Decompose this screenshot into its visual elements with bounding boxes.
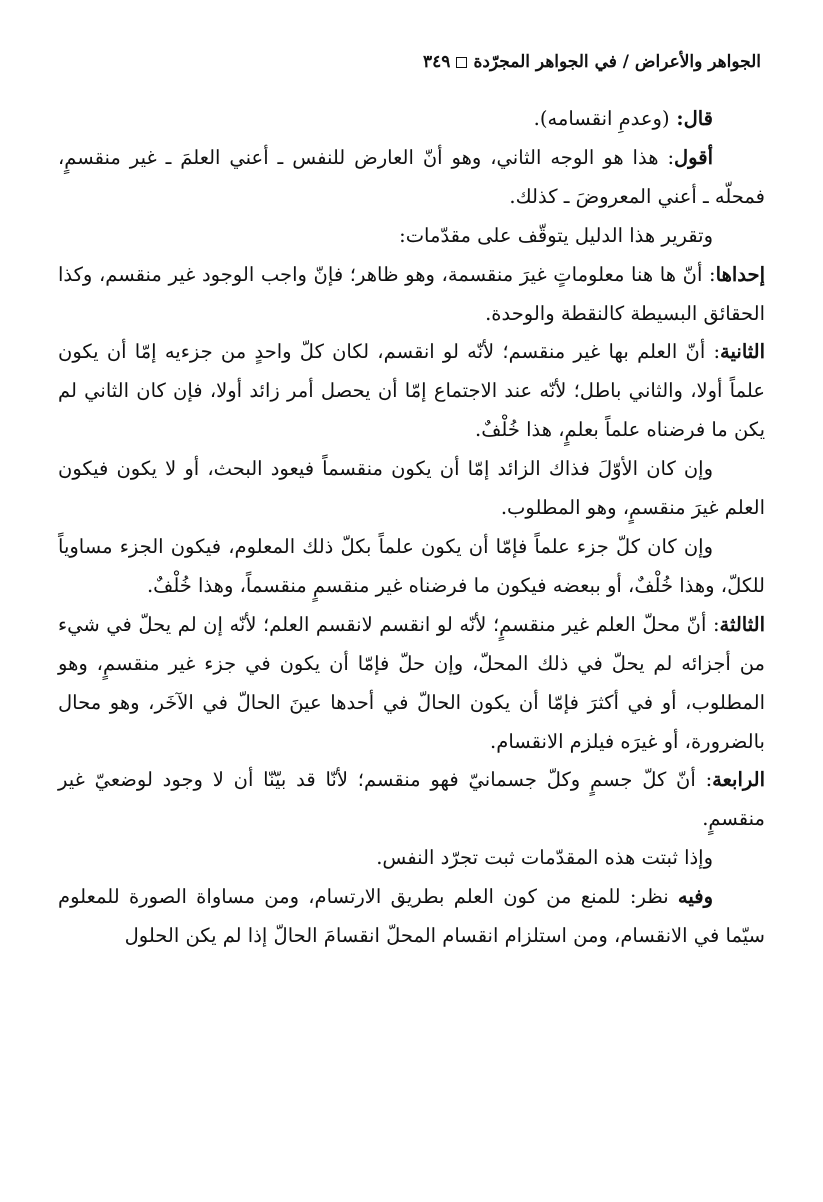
paragraph-text: وتقرير هذا الدليل يتوقّف على مقدّمات: <box>399 223 713 247</box>
paragraph-lead: أقول <box>674 145 713 169</box>
paragraph-lead: وفيه <box>677 885 713 909</box>
running-title: الجواهر والأعراض / في الجواهر المجرّدة <box>473 52 761 72</box>
paragraph-text: : أنّ محلّ العلم غير منقسمٍ؛ لأنّه لو انقسم لانقسم العلم؛ لأنّه إن لم يحلّ في شيء من أجزائه لم يحلّ في ذلك المحلّ، وإن حلّ فإمّا أن يكون في جزء غير منقسمٍ، وهو المطلوب، أو في أكثرَ فإمّا أن يكون الحالّ في أحدها عينَ الحالّ في الآخَر، وهو محال بالضرورة، أو غيرَه فيلزم الانقسام. <box>58 612 765 753</box>
paragraph <box>58 333 765 450</box>
running-header <box>62 52 761 82</box>
paragraph-lead: الثالثة <box>719 612 765 636</box>
paragraph-text: وإذا ثبتت هذه المقدّمات ثبت تجرّد النفس. <box>376 846 713 870</box>
page-number: ٣٤٩ <box>423 52 451 72</box>
paragraph-lead: الثانية <box>720 340 765 364</box>
paragraph-text: نظر: للمنع من كون العلم بطريق الارتسام، ومن مساواة الصورة للمعلوم سيّما في الانقسام، ومن استلزام انقسام المحلّ انقسامَ الحالّ إذا لم يكن الحلول <box>58 885 765 948</box>
paragraph <box>58 139 765 217</box>
paragraph-text: : أنّ العلم بها غير منقسم؛ لأنّه لو انقسم، لكان كلّ واحدٍ من جزءيه إمّا أن يكون علماً أولا، والثاني باطل؛ لأنّه عند الاجتماع إمّا أن يحصل أمر زائد أولا، فإن كان الثاني لم يكن ما فرضناه علماً بعلمٍ، هذا خُلْفٌ. <box>58 340 765 442</box>
paragraph <box>58 606 765 762</box>
paragraph-lead: قال: <box>669 107 713 130</box>
separator-box-icon <box>456 57 467 68</box>
paragraph <box>58 450 765 528</box>
paragraph <box>58 761 765 839</box>
paragraph-lead: الرابعة <box>712 768 765 792</box>
paragraph-text: وإن كان كلّ جزء علماً فإمّا أن يكون علماً بكلّ ذلك المعلوم، فيكون الجزء مساوياً للكلّ، وهذا خُلْفٌ، أو ببعضه فيكون ما فرضناه غير منقسمٍ منقسماً، وهذا خُلْفٌ. <box>58 534 765 597</box>
paragraph <box>58 100 765 139</box>
paragraph <box>58 878 765 956</box>
paragraph-text: (وعدمِ انقسامه). <box>533 107 670 130</box>
paragraph <box>58 217 765 256</box>
paragraph <box>58 528 765 606</box>
page-body <box>58 100 765 956</box>
paragraph-text: : أنّ ها هنا معلوماتٍ غيرَ منقسمة، وهو ظاهر؛ فإنّ واجب الوجود غير منقسم، وكذا الحقائق البسيطة كالنقطة والوحدة. <box>58 262 765 325</box>
paragraph <box>58 839 765 878</box>
paragraph-text: : هذا هو الوجه الثاني، وهو أنّ العارض للنفس ـ أعني العلمَ ـ غير منقسمٍ، فمحلّه ـ أعني المعروضَ ـ كذلك. <box>58 145 765 208</box>
paragraph-text: : أنّ كلّ جسمٍ وكلّ جسمانيّ فهو منقسم؛ لأنّا قد بيّنّا أن لا وجود لوضعيّ غير منقسمٍ. <box>58 768 765 831</box>
paragraph-text: وإن كان الأوّلَ فذاك الزائد إمّا أن يكون منقسماً فيعود البحث، أو لا يكون فيكون العلم غيرَ منقسمٍ، وهو المطلوب. <box>58 457 765 520</box>
paragraph-lead: إحداها <box>715 262 765 286</box>
paragraph <box>58 256 765 334</box>
